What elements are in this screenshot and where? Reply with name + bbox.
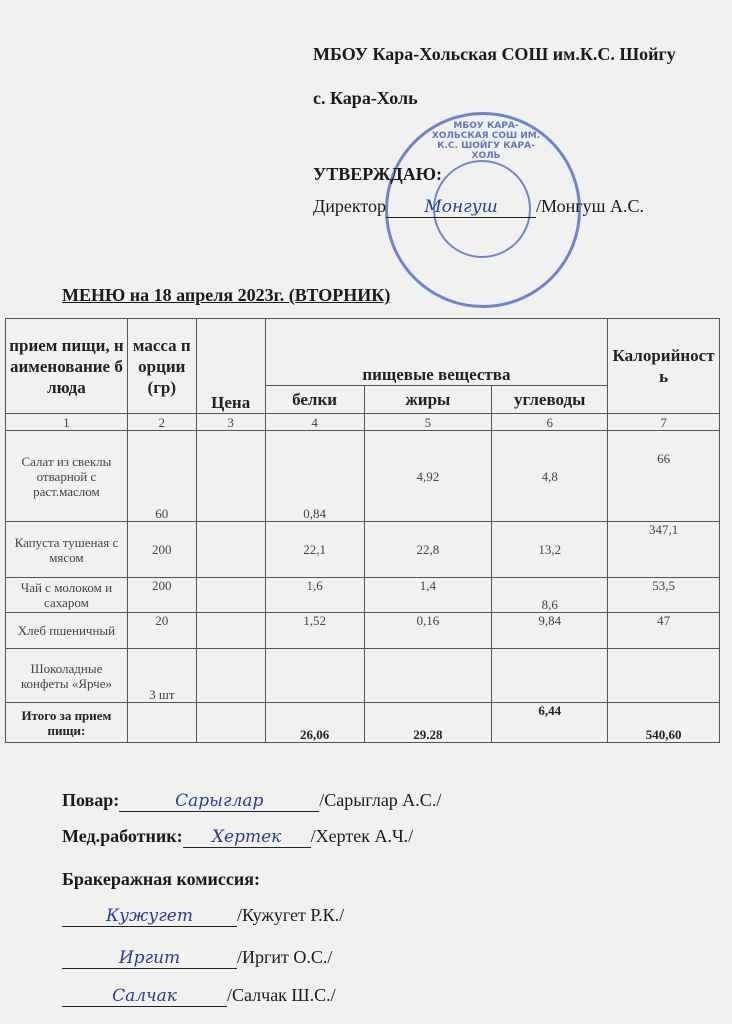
total-row bbox=[6, 703, 720, 743]
member-name: /Кужугет Р.К./ bbox=[237, 905, 345, 925]
total-carbs: 6,44 bbox=[492, 703, 608, 743]
fat bbox=[364, 649, 492, 703]
commission-label: Бракеражная комиссия: bbox=[62, 869, 260, 889]
approve-label: УТВЕРЖДАЮ: bbox=[313, 164, 443, 184]
cook-signature: Сарыглар bbox=[119, 791, 319, 812]
stamp-text: МБОУ КАРА-ХОЛЬСКАЯ СОШ ИМ. К.С. ШОЙГУ КАРА-ХОЛЬ bbox=[431, 121, 541, 161]
table-row bbox=[6, 649, 720, 703]
col-number: 3 bbox=[196, 414, 265, 431]
dish-name: Капуста тушеная с мясом bbox=[6, 522, 128, 578]
table-row bbox=[6, 522, 720, 578]
protein: 1,6 bbox=[265, 578, 364, 613]
director-line bbox=[313, 196, 644, 218]
cook-label: Повар: bbox=[62, 790, 120, 810]
header-meal: прием пищи, наименование блюда bbox=[6, 319, 128, 414]
mass: 60 bbox=[127, 431, 196, 522]
total-protein: 26,06 bbox=[265, 703, 364, 743]
mass: 3 шт bbox=[127, 649, 196, 703]
price bbox=[196, 613, 265, 649]
mass: 20 bbox=[127, 613, 196, 649]
header-nutrients: пищевые вещества bbox=[265, 319, 608, 386]
director-label: Директор bbox=[313, 196, 387, 216]
total-fat: 29.28 bbox=[364, 703, 492, 743]
table-row bbox=[6, 578, 720, 613]
menu-table bbox=[5, 318, 720, 743]
col-number: 2 bbox=[127, 414, 196, 431]
med-label: Мед.работник: bbox=[62, 826, 183, 846]
menu-title: МЕНЮ на 18 апреля 2023г. (ВТОРНИК) bbox=[62, 285, 391, 305]
dish-name: Салат из свеклы отварной с раст.маслом bbox=[6, 431, 128, 522]
calories: 347,1 bbox=[608, 522, 720, 578]
header-mass: масса порции (гр) bbox=[127, 319, 196, 414]
member-signature: Салчак bbox=[62, 986, 227, 1007]
member-line bbox=[62, 905, 344, 927]
table-row bbox=[6, 613, 720, 649]
school-name: МБОУ Кара-Хольская СОШ им.К.С. Шойгу bbox=[313, 44, 676, 64]
price bbox=[196, 431, 265, 522]
col-number: 1 bbox=[6, 414, 128, 431]
protein: 1,52 bbox=[265, 613, 364, 649]
carbs: 4,8 bbox=[492, 431, 608, 522]
price bbox=[196, 522, 265, 578]
dish-name: Шоколадные конфеты «Ярче» bbox=[6, 649, 128, 703]
mass: 200 bbox=[127, 522, 196, 578]
total-label: Итого за прием пищи: bbox=[6, 703, 128, 743]
price bbox=[196, 649, 265, 703]
table-row bbox=[6, 431, 720, 522]
member-name: /Иргит О.С./ bbox=[237, 947, 333, 967]
member-signature: Кужугет bbox=[62, 906, 237, 927]
director-name: /Монгуш А.С. bbox=[536, 196, 644, 216]
protein bbox=[265, 649, 364, 703]
carbs: 9,84 bbox=[492, 613, 608, 649]
med-name: /Хертек А.Ч./ bbox=[310, 826, 414, 846]
header-protein: белки bbox=[265, 386, 364, 414]
calories: 53,5 bbox=[608, 578, 720, 613]
mass: 200 bbox=[127, 578, 196, 613]
member-line bbox=[62, 985, 336, 1007]
col-number: 6 bbox=[492, 414, 608, 431]
cook-line bbox=[62, 790, 441, 812]
calories bbox=[608, 649, 720, 703]
member-signature: Иргит bbox=[62, 948, 237, 969]
protein: 22,1 bbox=[265, 522, 364, 578]
dish-name: Хлеб пшеничный bbox=[6, 613, 128, 649]
carbs bbox=[492, 649, 608, 703]
med-line bbox=[62, 826, 413, 848]
fat: 0,16 bbox=[364, 613, 492, 649]
med-signature: Хертек bbox=[183, 827, 311, 848]
total-calories: 540,60 bbox=[608, 703, 720, 743]
fat: 22,8 bbox=[364, 522, 492, 578]
col-number: 4 bbox=[265, 414, 364, 431]
fat: 4,92 bbox=[364, 431, 492, 522]
price bbox=[196, 578, 265, 613]
calories: 66 bbox=[608, 431, 720, 522]
member-line bbox=[62, 947, 332, 969]
carbs: 13,2 bbox=[492, 522, 608, 578]
cook-name: /Сарыглар А.С./ bbox=[319, 790, 442, 810]
header-fat: жиры bbox=[364, 386, 492, 414]
col-number: 7 bbox=[608, 414, 720, 431]
col-number: 5 bbox=[364, 414, 492, 431]
calories: 47 bbox=[608, 613, 720, 649]
village: с. Кара-Холь bbox=[313, 88, 418, 108]
director-signature: Монгуш bbox=[386, 197, 536, 218]
protein: 0,84 bbox=[265, 431, 364, 522]
fat: 1,4 bbox=[364, 578, 492, 613]
carbs: 8,6 bbox=[492, 578, 608, 613]
dish-name: Чай с молоком и сахаром bbox=[6, 578, 128, 613]
header-carbs: углеводы bbox=[492, 386, 608, 414]
member-name: /Салчак Ш.С./ bbox=[227, 985, 336, 1005]
header-calories: Калорийность bbox=[608, 319, 720, 414]
header-price: Цена bbox=[196, 319, 265, 414]
